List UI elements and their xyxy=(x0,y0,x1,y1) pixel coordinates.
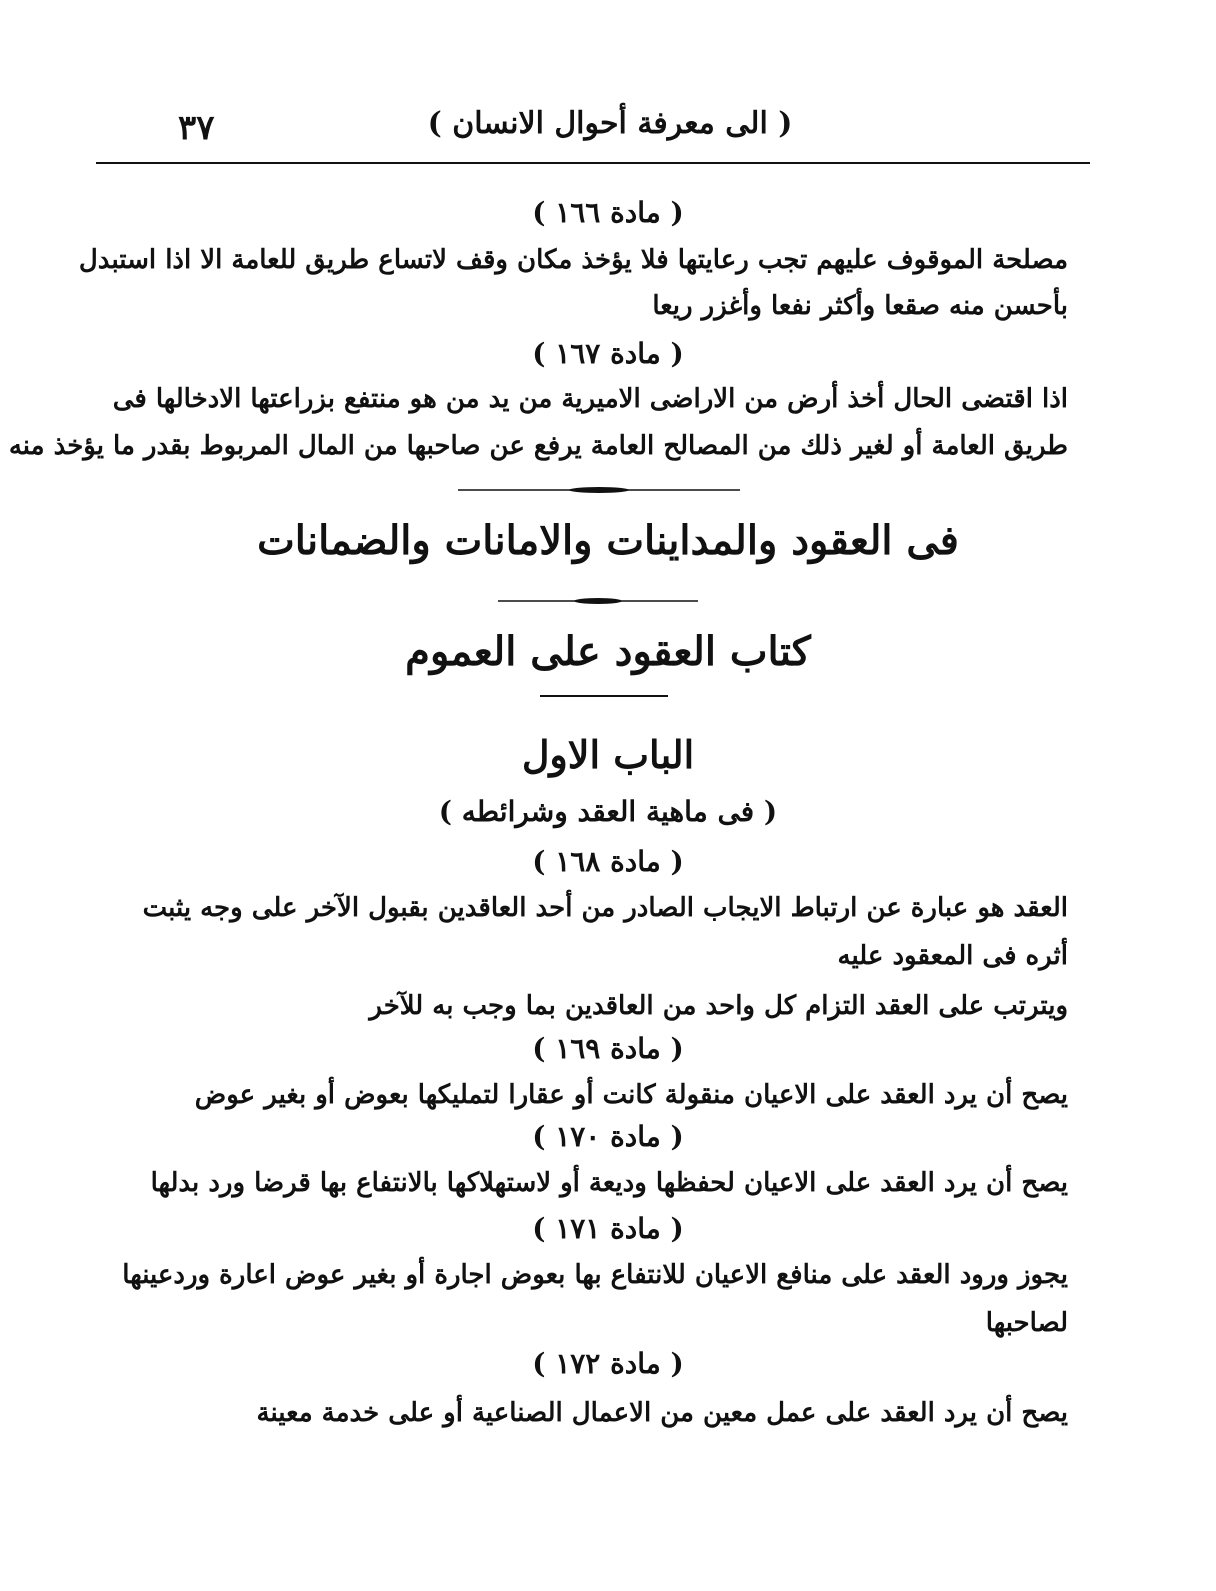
ornament-divider xyxy=(458,486,740,494)
article-169-line-1: يصح أن يرد العقد على الاعيان منقولة كانت أو عقارا لتمليكها بعوض أو بغير عوض xyxy=(194,1080,1068,1110)
section-title: فى العقود والمداينات والامانات والضمانات xyxy=(257,517,959,564)
article-168-line-2: أثره فى المعقود عليه xyxy=(837,941,1068,971)
article-167-line-1: اذا اقتضى الحال أخذ أرض من الاراضى الاميرية من يد من هو منتفع بزراعتها الادخالها فى xyxy=(112,384,1068,414)
article-171-line-1: يجوز ورود العقد على منافع الاعيان للانتفاع بها بعوض اجارة أو بغير عوض اعارة وردعينها xyxy=(122,1260,1068,1290)
article-172-line-1: يصح أن يرد العقد على عمل معين من الاعمال الصناعية أو على خدمة معينة xyxy=(256,1398,1068,1428)
article-label-168: ( مادة ١٦٨ ) xyxy=(532,845,684,878)
article-167-line-2: طريق العامة أو لغير ذلك من المصالح العامة يرفع عن صاحبها من المال المربوط بقدر ما يؤخذ منه xyxy=(8,431,1068,461)
article-label-172: ( مادة ١٧٢ ) xyxy=(532,1347,684,1380)
article-171-line-2: لصاحبها xyxy=(985,1308,1068,1338)
article-170-line-1: يصح أن يرد العقد على الاعيان لحفظها وديعة أو لاستهلاكها بالانتفاع بها قرضا ورد بدلها xyxy=(150,1168,1068,1198)
book-title: كتاب العقود على العموم xyxy=(405,628,811,675)
article-166-line-1: مصلحة الموقوف عليهم تجب رعايتها فلا يؤخذ مكان وقف لاتساع طريق للعامة الا اذا استبدل xyxy=(78,245,1068,275)
chapter-title: الباب الاول xyxy=(521,732,695,777)
article-label-171: ( مادة ١٧١ ) xyxy=(532,1212,684,1245)
article-label-170: ( مادة ١٧٠ ) xyxy=(532,1120,684,1153)
article-168-line-1: العقد هو عبارة عن ارتباط الايجاب الصادر من أحد العاقدين بقبول الآخر على وجه يثبت xyxy=(142,893,1068,923)
header-rule xyxy=(96,162,1090,164)
page-number: ٣٧ xyxy=(178,108,215,148)
title-underline xyxy=(540,695,668,697)
article-label-169: ( مادة ١٦٩ ) xyxy=(532,1032,684,1065)
article-168-line-3: ويترتب على العقد التزام كل واحد من العاقدين بما وجب به للآخر xyxy=(369,991,1068,1021)
running-title: ( الى معرفة أحوال الانسان ) xyxy=(427,106,793,141)
ornament-divider xyxy=(498,597,698,605)
article-label-167: ( مادة ١٦٧ ) xyxy=(532,337,684,370)
article-label-166: ( مادة ١٦٦ ) xyxy=(532,196,684,229)
article-166-line-2: بأحسن منه صقعا وأكثر نفعا وأغزر ريعا xyxy=(652,291,1068,321)
chapter-subtitle: ( فى ماهية العقد وشرائطه ) xyxy=(438,795,778,828)
